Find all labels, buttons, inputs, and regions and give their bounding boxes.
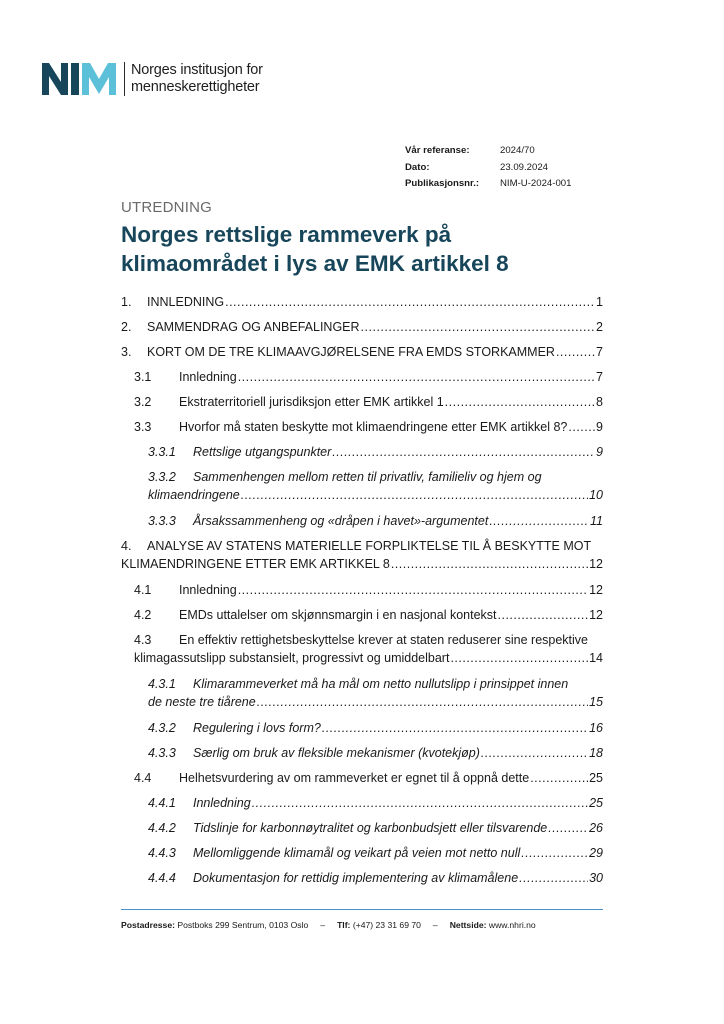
toc-text: Særlig om bruk av fleksible mekanismer (kvotekjøp) <box>193 746 480 760</box>
toc-entry[interactable] <box>121 631 603 667</box>
toc-leader-dots <box>391 555 588 573</box>
toc-number: 4.2 <box>134 608 152 622</box>
meta-value: NIM-U-2024-001 <box>500 178 572 189</box>
toc-page-number: 7 <box>596 370 603 384</box>
toc-page-number: 11 <box>590 514 603 528</box>
toc-entry[interactable] <box>121 318 603 336</box>
meta-value: 2024/70 <box>500 145 535 156</box>
meta-value: 23.09.2024 <box>500 161 549 173</box>
toc-text: Rettslige utgangspunkter <box>193 445 332 459</box>
toc-page-number: 8 <box>596 395 603 409</box>
toc-text-continued: klimagassutslipp substansielt, progressivt og umiddelbart <box>134 651 450 665</box>
meta-row-reference <box>405 143 571 160</box>
toc-leader-dots <box>332 443 595 461</box>
toc-number: 2. <box>121 320 132 334</box>
toc-number: 4.4.1 <box>148 796 176 810</box>
toc-text: Dokumentasjon for rettidig implementering av klimamålene <box>193 871 519 885</box>
toc-page-number: 26 <box>589 821 603 835</box>
toc-text-continued: KLIMAENDRINGENE ETTER EMK ARTIKKEL 8 <box>121 557 390 571</box>
toc-page-number: 12 <box>589 608 603 622</box>
toc-number: 4.4 <box>134 771 152 785</box>
toc-text: Klimarammeverket må ha mål om netto nullutslipp i prinsippet innen <box>193 677 569 691</box>
meta-row-publication <box>405 176 571 193</box>
toc-page-number: 16 <box>589 721 603 735</box>
toc-entry[interactable] <box>121 769 603 787</box>
toc-entry[interactable] <box>121 512 603 530</box>
footer-phone-label: Tlf: <box>337 920 351 930</box>
toc-text: En effektiv rettighetsbeskyttelse krever at staten reduserer sine respektive <box>179 633 588 647</box>
toc-leader-dots <box>548 819 588 837</box>
toc-entry[interactable] <box>121 581 603 599</box>
toc-page-number: 9 <box>596 420 603 434</box>
toc-entry[interactable] <box>121 293 603 311</box>
meta-key: Publikasjonsnr.: <box>405 178 480 189</box>
toc-entry[interactable] <box>121 443 603 461</box>
toc-page-number: 9 <box>596 445 603 459</box>
footer-separator: – <box>320 920 326 930</box>
logo-line-1: Norges institusjon for <box>131 62 263 78</box>
document-title: Norges rettslige rammeverk på klimaområdet i lys av EMK artikkel 8 <box>121 222 509 276</box>
document-kind: UTREDNING <box>121 199 212 216</box>
toc-text: Helhetsvurdering av om rammeverket er egnet til å oppnå dette <box>179 771 530 785</box>
toc-text: Hvorfor må staten beskytte mot klimaendringene etter EMK artikkel 8? <box>179 420 568 434</box>
toc-text: Regulering i lovs form? <box>193 721 321 735</box>
toc-leader-dots <box>521 844 588 862</box>
toc-text: SAMMENDRAG OG ANBEFALINGER <box>147 320 360 334</box>
toc-text: Årsakssammenheng og «dråpen i havet»-argumentet <box>193 514 489 528</box>
toc-page-number: 10 <box>589 488 603 502</box>
toc-leader-dots <box>498 606 589 624</box>
toc-text: Innledning <box>179 370 237 384</box>
toc-number: 4.3.1 <box>148 677 176 691</box>
footer-phone: (+47) 23 31 69 70 <box>352 920 421 930</box>
toc-leader-dots <box>556 343 595 361</box>
toc-entry[interactable] <box>121 468 603 504</box>
toc-leader-dots <box>257 693 588 711</box>
footer-address: Postboks 299 Sentrum, 0103 Oslo <box>177 920 309 930</box>
nim-logo-icon <box>42 63 116 95</box>
toc-text: Sammenhengen mellom retten til privatliv, familieliv og hjem og <box>193 470 542 484</box>
toc-entry[interactable] <box>121 744 603 762</box>
toc-number: 3. <box>121 345 132 359</box>
toc-entry[interactable] <box>121 794 603 812</box>
toc-leader-dots <box>489 512 589 530</box>
toc-leader-dots <box>445 393 595 411</box>
toc-entry[interactable] <box>121 368 603 386</box>
toc-page-number: 14 <box>589 651 603 665</box>
toc-page-number: 15 <box>589 695 603 709</box>
toc-text: Innledning <box>179 583 237 597</box>
toc-page-number: 12 <box>589 583 603 597</box>
toc-leader-dots <box>519 869 588 887</box>
document-meta <box>405 143 571 193</box>
toc-page-number: 30 <box>589 871 603 885</box>
toc-entry[interactable] <box>121 343 603 361</box>
toc-text-continued: de neste tre tiårene <box>148 695 256 709</box>
toc-entry[interactable] <box>121 869 603 887</box>
toc-number: 4.3 <box>134 633 152 647</box>
toc-text: EMDs uttalelser om skjønnsmargin i en nasjonal kontekst <box>179 608 497 622</box>
toc-entry[interactable] <box>121 844 603 862</box>
footer-website: www.nhri.no <box>488 920 536 930</box>
toc-leader-dots <box>225 293 595 311</box>
toc-leader-dots <box>241 486 588 504</box>
toc-page-number: 25 <box>589 796 603 810</box>
footer-web-label: Nettside: <box>449 920 487 930</box>
toc-text: Mellomliggende klimamål og veikart på veien mot netto null <box>193 846 521 860</box>
toc-page-number: 2 <box>596 320 603 334</box>
logo <box>42 62 263 96</box>
toc-page-number: 7 <box>596 345 603 359</box>
toc-leader-dots <box>252 794 588 812</box>
toc-number: 3.1 <box>134 370 152 384</box>
toc-number: 4.3.2 <box>148 721 176 735</box>
toc-leader-dots <box>530 769 588 787</box>
toc-text: ANALYSE AV STATENS MATERIELLE FORPLIKTELSE TIL Å BESKYTTE MOT <box>147 539 592 553</box>
toc-page-number: 1 <box>596 295 603 309</box>
toc-number: 4. <box>121 539 132 553</box>
toc-text-continued: klimaendringene <box>148 488 240 502</box>
toc-entry[interactable] <box>121 819 603 837</box>
toc-text: Tidslinje for karbonnøytralitet og karbonbudsjett eller tilsvarende <box>193 821 548 835</box>
toc-number: 4.3.3 <box>148 746 176 760</box>
toc-number: 4.1 <box>134 583 152 597</box>
toc-entry[interactable] <box>121 418 603 436</box>
toc-entry[interactable] <box>121 393 603 411</box>
toc-leader-dots <box>481 744 588 762</box>
meta-row-date <box>405 160 571 177</box>
footer-divider <box>121 909 603 910</box>
toc-page-number: 18 <box>589 746 603 760</box>
toc-leader-dots <box>238 368 595 386</box>
toc-page-number: 12 <box>589 557 603 571</box>
toc-leader-dots <box>450 649 588 667</box>
footer-separator: – <box>432 920 438 930</box>
footer-address-label: Postadresse: <box>121 920 175 930</box>
toc-leader-dots <box>322 719 588 737</box>
toc-number: 3.3 <box>134 420 152 434</box>
toc-entry[interactable] <box>121 537 603 573</box>
toc-text: INNLEDNING <box>147 295 225 309</box>
toc-text: Ekstraterritoriell jurisdiksjon etter EMK artikkel 1 <box>179 395 444 409</box>
toc-leader-dots <box>568 418 595 436</box>
toc-entry[interactable] <box>121 719 603 737</box>
logo-text <box>131 62 263 96</box>
toc-number: 4.4.2 <box>148 821 176 835</box>
toc-number: 3.2 <box>134 395 152 409</box>
logo-divider <box>124 62 125 96</box>
toc-number: 1. <box>121 295 132 309</box>
meta-key: Vår referanse: <box>405 145 470 156</box>
toc-entry[interactable] <box>121 606 603 624</box>
toc-text: KORT OM DE TRE KLIMAAVGJØRELSENE FRA EMDS STORKAMMER <box>147 345 555 359</box>
toc-number: 4.4.3 <box>148 846 176 860</box>
toc-leader-dots <box>361 318 596 336</box>
toc-number: 3.3.2 <box>148 470 176 484</box>
toc-leader-dots <box>238 581 588 599</box>
meta-key: Dato: <box>405 161 430 173</box>
toc-number: 4.4.4 <box>148 871 176 885</box>
toc-number: 3.3.1 <box>148 445 176 459</box>
toc-page-number: 25 <box>589 771 603 785</box>
footer <box>121 920 536 930</box>
logo-line-2: menneskerettigheter <box>131 79 260 95</box>
toc-number: 3.3.3 <box>148 514 176 528</box>
toc-entry[interactable] <box>121 675 603 711</box>
toc-page-number: 29 <box>589 846 603 860</box>
toc-text: Innledning <box>193 796 251 810</box>
